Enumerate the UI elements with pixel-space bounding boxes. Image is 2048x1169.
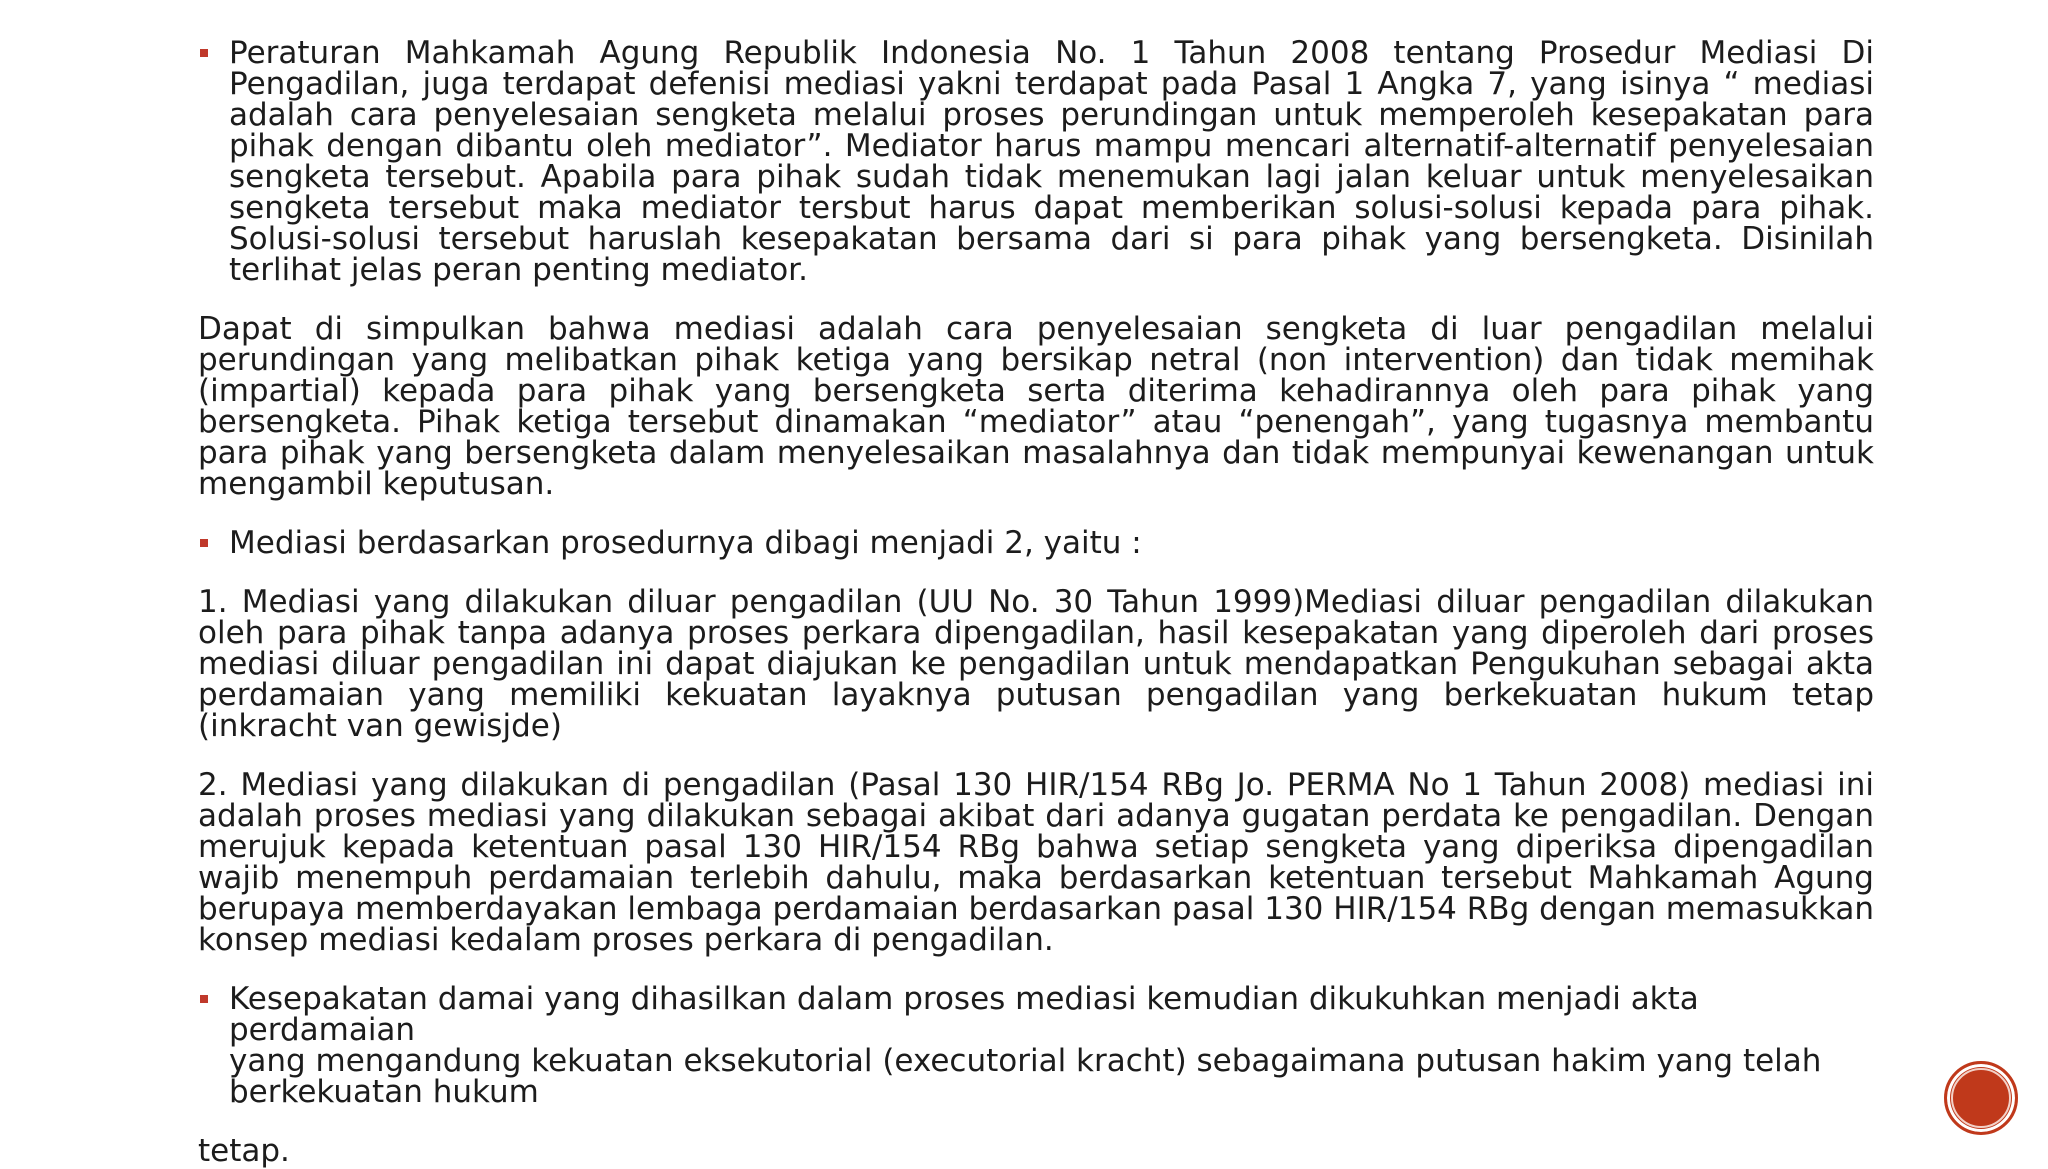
- paragraph-text: Peraturan Mahkamah Agung Republik Indonesia No. 1 Tahun 2008 tentang Prosedur Mediasi Di Pengadilan, juga terdapat defenisi mediasi yakni terdapat pada Pasal 1 Angka 7, yang isinya “ mediasi adalah cara penyelesaian sengketa melalui proses perundingan untuk memperoleh kesepakatan para pihak dengan dibantu oleh mediator”. Mediator harus mampu mencari alternatif-alternatif penyelesaian sengketa tersebut. Apabila para pihak sudah tidak menemukan lagi jalan keluar untuk menyelesaikan sengketa tersebut maka mediator tersbut harus dapat memberikan solusi-solusi kepada para pihak. Solusi-solusi tersebut haruslah kesepakatan bersama dari si para pihak yang bersengketa. Disinilah terlihat jelas peran penting mediator.: [229, 35, 1874, 288]
- paragraph-perma-definition: [198, 35, 1874, 288]
- paragraph-line: Kesepakatan damai yang dihasilkan dalam proses mediasi kemudian dikukuhkan menjadi akta perdamaian: [229, 981, 1699, 1048]
- paragraph-text: 1. Mediasi yang dilakukan diluar pengadilan (UU No. 30 Tahun 1999)Mediasi diluar pengadilan dilakukan oleh para pihak tanpa adanya proses perkara dipengadilan, hasil kesepakatan yang diperoleh dari proses mediasi diluar pengadilan ini dapat diajukan ke pengadilan untuk mendapatkan Pengukuhan sebagai akta perdamaian yang memiliki kekuatan layaknya putusan pengadilan yang berkekuatan hukum tetap (inkracht van gewisjde): [198, 584, 1874, 744]
- paragraph-text: Mediasi berdasarkan prosedurnya dibagi menjadi 2, yaitu :: [229, 525, 1142, 561]
- paragraph-conclusion: [198, 311, 1874, 502]
- paragraph-mediation-outside-court: [198, 584, 1874, 744]
- paragraph-line: berkekuatan hukum: [229, 1074, 539, 1110]
- paragraph-line: yang mengandung kekuatan eksekutorial (executorial kracht) sebagaimana putusan hakim yang telah: [229, 1043, 1822, 1079]
- paragraph-mediation-in-court: [198, 767, 1874, 958]
- bullet-square-icon: [200, 539, 208, 547]
- slide-nav-circle-icon[interactable]: [1944, 1061, 2018, 1135]
- bullet-square-icon: [200, 49, 208, 57]
- paragraph-peace-agreement: [198, 981, 1874, 1110]
- slide-content: [198, 35, 1874, 1169]
- paragraph-text: tetap.: [198, 1133, 290, 1169]
- paragraph-text: Dapat di simpulkan bahwa mediasi adalah cara penyelesaian sengketa di luar pengadilan melalui perundingan yang melibatkan pihak ketiga yang bersikap netral (non intervention) dan tidak memihak (impartial) kepada para pihak yang bersengketa serta diterima kehadirannya oleh para pihak yang bersengketa. Pihak ketiga tersebut dinamakan “mediator” atau “penengah”, yang tugasnya membantu para pihak yang bersengketa dalam menyelesaikan masalahnya dan tidak mempunyai kewenangan untuk mengambil keputusan.: [198, 311, 1874, 502]
- paragraph-text: 2. Mediasi yang dilakukan di pengadilan (Pasal 130 HIR/154 RBg Jo. PERMA No 1 Tahun 2008) mediasi ini adalah proses mediasi yang dilakukan sebagai akibat dari adanya gugatan perdata ke pengadilan. Dengan merujuk kepada ketentuan pasal 130 HIR/154 RBg bahwa setiap sengketa yang diperiksa dipengadilan wajib menempuh perdamaian terlebih dahulu, maka berdasarkan ketentuan tersebut Mahkamah Agung berupaya memberdayakan lembaga perdamaian berdasarkan pasal 130 HIR/154 RBg dengan memasukkan konsep mediasi kedalam proses perkara di pengadilan.: [198, 767, 1874, 958]
- paragraph-mediation-types-intro: [198, 525, 1874, 561]
- bullet-square-icon: [200, 995, 208, 1003]
- circle-ring: [1951, 1068, 2011, 1128]
